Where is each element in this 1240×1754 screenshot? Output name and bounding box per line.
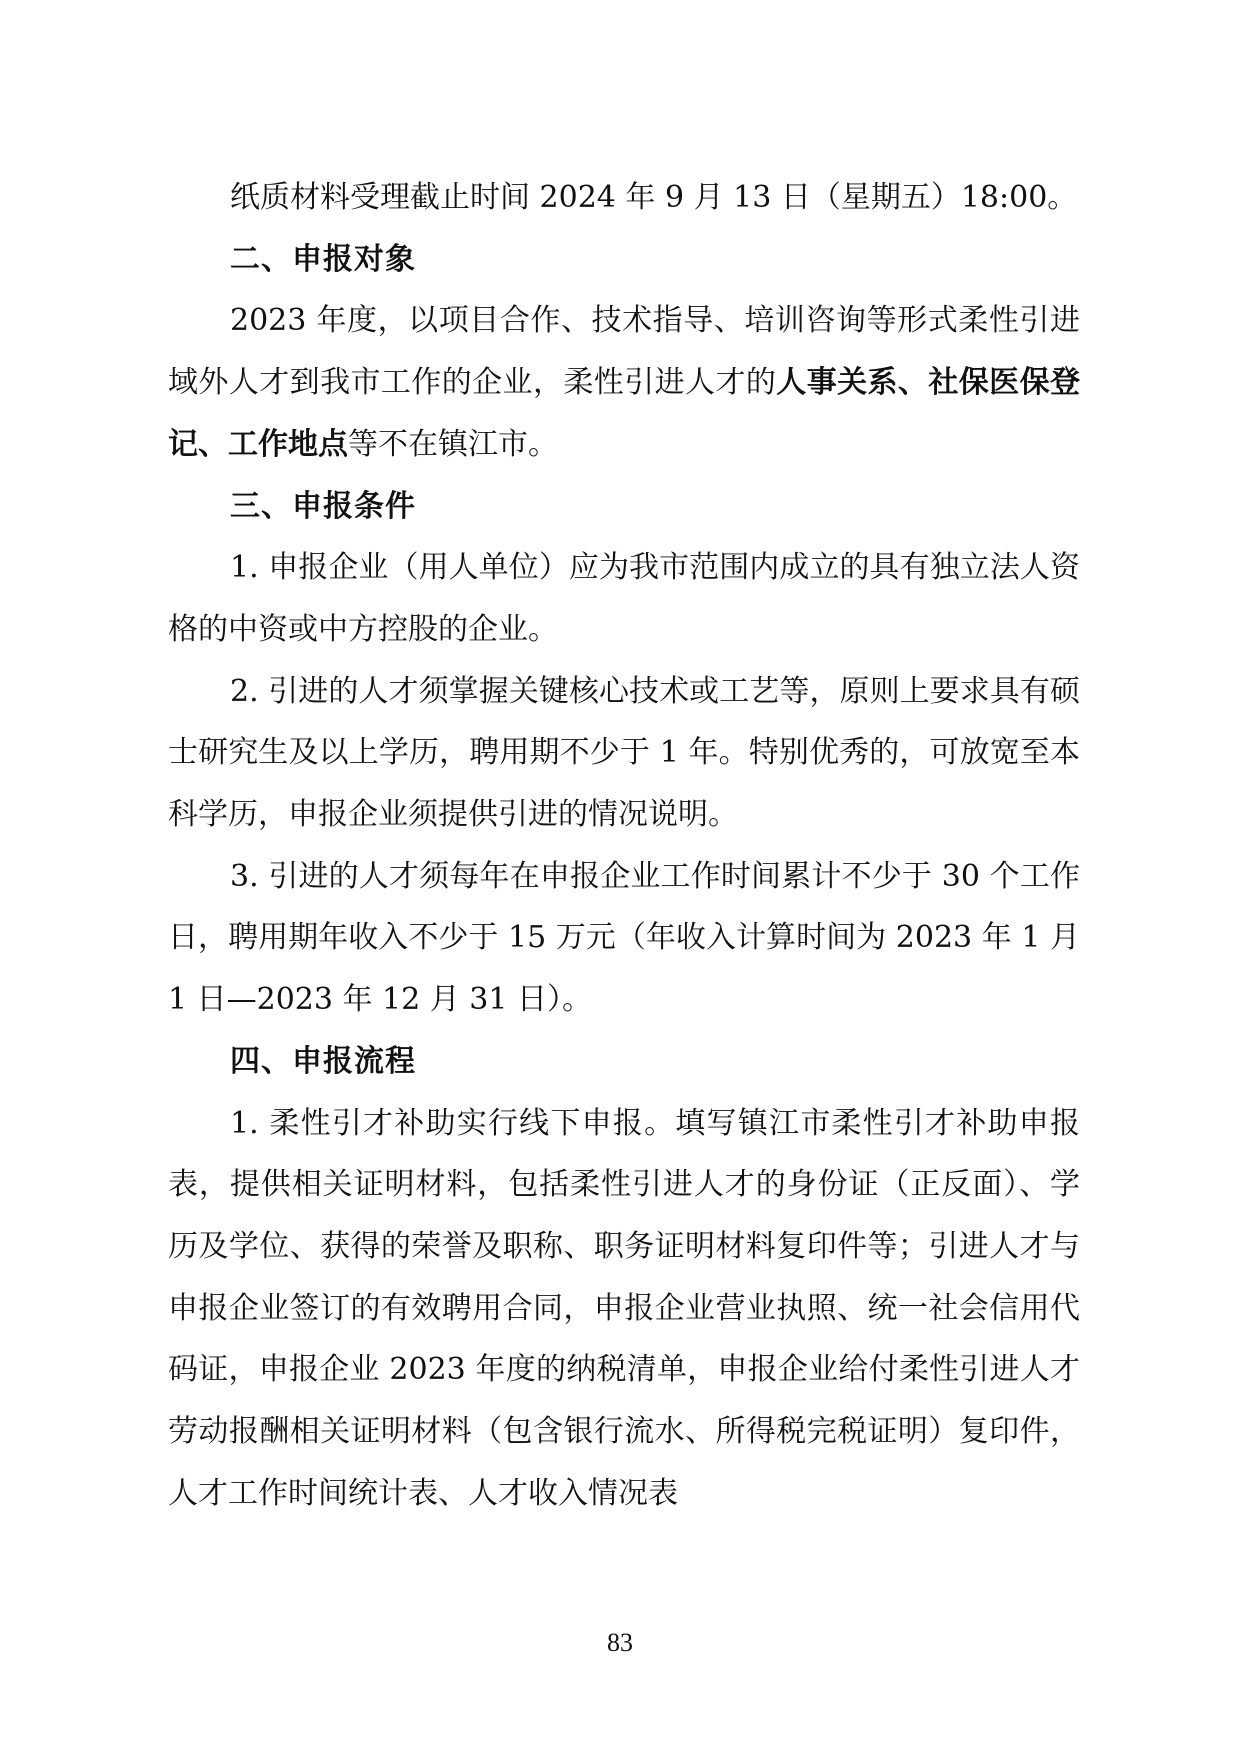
applicants-text-bold: 人事关系、社保医保登记、工作地点 bbox=[168, 365, 1081, 462]
paragraph-applicants bbox=[168, 290, 1080, 475]
heading-applicants: 二、申报对象 bbox=[230, 241, 416, 277]
paragraph-condition-3: 3. 引进的人才须每年在申报企业工作时间累计不少于 30 个工作日，聘用期年收入不少于 15 万元（年收入计算时间为 2023 年 1 月 1 日—2023 年 12 月 31 日）。 bbox=[168, 858, 1080, 1018]
applicants-text-c: 等不在镇江市。 bbox=[348, 426, 558, 462]
heading-process: 四、申报流程 bbox=[230, 1043, 416, 1079]
paragraph-process-1: 1. 柔性引才补助实行线下申报。填写镇江市柔性引才补助申报表，提供相关证明材料，包括柔性引进人才的身份证（正反面）、学历及学位、获得的荣誉及职称、职务证明材料复印件等；引进人才与申报企业签订的有效聘用合同，申报企业营业执照、统一社会信用代码证，申报企业 2023 年度的纳税清单，申报企业给付柔性引进人才劳动报酬相关证明材料（包含银行流水、所得税完税证明）复印件，人才工作时间统计表、人才收入情况表 bbox=[168, 1105, 1080, 1511]
document-body bbox=[168, 167, 1080, 1524]
paragraph-deadline: 纸质材料受理截止时间 2024 年 9 月 13 日（星期五）18:00。 bbox=[230, 180, 1078, 215]
heading-conditions: 三、申报条件 bbox=[230, 488, 416, 524]
page-number: 83 bbox=[607, 1628, 633, 1657]
paragraph-condition-2: 2. 引进的人才须掌握关键核心技术或工艺等，原则上要求具有硕士研究生及以上学历，聘用期不少于 1 年。特别优秀的，可放宽至本科学历，申报企业须提供引进的情况说明。 bbox=[168, 673, 1080, 833]
applicants-text-a: 2023 年度，以项目合作、技术指导、培训咨询等形式柔性引进域外人才到我市工作的企业，柔性引进人才的 bbox=[168, 303, 1080, 401]
paragraph-condition-1: 1. 申报企业（用人单位）应为我市范围内成立的具有独立法人资格的中资或中方控股的企业。 bbox=[168, 550, 1080, 647]
